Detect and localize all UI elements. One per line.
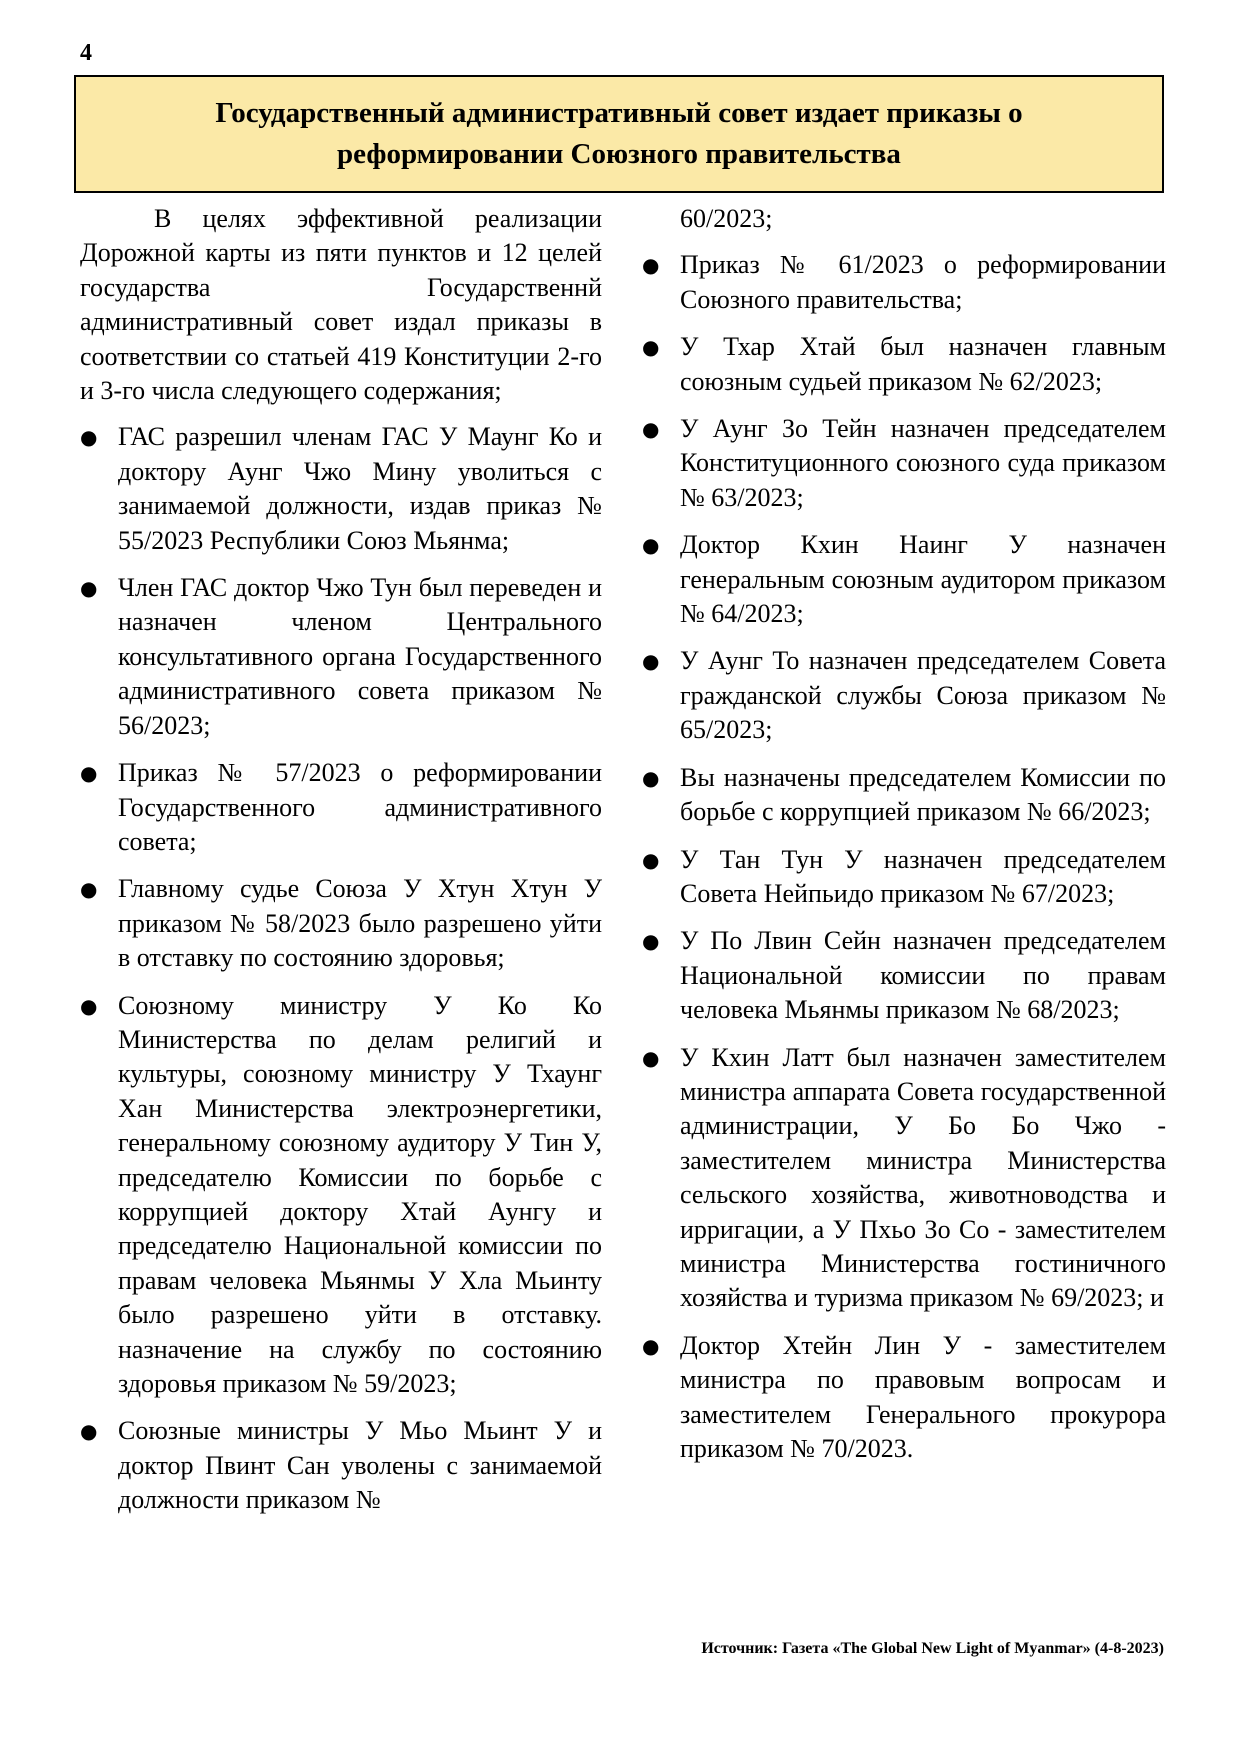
list-item [642,412,1166,515]
list-item-text: Доктор Хтейн Лин У - заместителем министра по правовым вопросам и заместителем Генерального прокурора приказом № 70/2023. [680,1330,1166,1463]
list-item-text: Главному судье Союза У Хтун Хтун У приказом № 58/2023 было разрешено уйти в отставку по состоянию здоровья; [118,874,602,973]
bullet-icon: ● [80,877,98,902]
list-item [80,571,602,743]
list-item-text: Союзному министру У Ко Ко Министерства по делам религий и культуры, союзному министру У Тхаунг Хан Министерства электроэнергетики, генеральному союзному аудитору У Тин У, председателю Комиссии по борьбе с коррупцией доктору Хтай Аунгу и председателю Национальной комиссии по правам человека Мьянмы У Хла Мьинту было разрешено уйти в отставку. назначение на службу по состоянию здоровья приказом № 59/2023; [118,990,602,1398]
list-item-text: ГАС разрешил членам ГАС У Маунг Ко и доктору Аунг Чжо Мину уволиться с занимаемой должности, издав приказ № 55/2023 Республики Союз Мьянма; [118,422,602,555]
bullet-icon: ● [642,649,660,674]
list-item [80,872,602,975]
list-item [642,1041,1166,1316]
list-item-text: Приказ № 57/2023 о реформировании Государственного административного совета; [118,758,602,856]
list-item-text: У Тан Тун У назначен председателем Совета Нейпьидо приказом № 67/2023; [680,844,1166,908]
list-item-text: Член ГАС доктор Чжо Тун был переведен и назначен членом Центрального консультативного органа Государственного административного совета приказом № 56/2023; [118,573,602,740]
list-item-text: У Тхар Хтай был назначен главным союзным судьей приказом № 62/2023; [680,332,1166,396]
left-column [80,202,602,1531]
list-item-text: У Аунг То назначен председателем Совета гражданской службы Союза приказом № 65/2023; [680,646,1166,745]
list-item [642,1329,1166,1467]
list-item-text: Доктор Кхин Наинг У назначен генеральным союзным аудитором приказом № 64/2023; [680,530,1166,629]
page-title: Государственный административный совет издает приказы о реформировании Союзного правительства [215,97,1023,170]
list-item [642,528,1166,631]
bullet-icon: ● [642,335,660,360]
list-item [642,924,1166,1027]
bullet-icon: ● [642,1333,660,1358]
bullet-icon: ● [642,929,660,954]
bullet-icon: ● [80,576,98,601]
continuation-text: 60/2023; [680,204,773,233]
bullet-icon: ● [80,993,98,1018]
source-note: Источник: Газета «The Global New Light of Myanmar» (4-8-2023) [701,1640,1164,1657]
title-box [74,75,1164,193]
list-item [80,420,602,558]
list-item-text: У Аунг Зо Тейн назначен председателем Конституционного союзного суда приказом № 63/2023; [680,414,1166,512]
bullet-icon: ● [642,1045,660,1070]
intro-paragraph: В целях эффективной реализации Дорожной карты из пяти пунктов и 12 целей государства Государственнй административный совет издал приказы в соответствии со статьей 419 Конституции 2-го и 3-го числа следующего содержания; [80,204,602,406]
bullet-icon: ● [80,1419,98,1444]
bullet-icon: ● [642,253,660,278]
list-item-text: Вы назначены председателем Комиссии по борьбе с коррупцией приказом № 66/2023; [680,762,1166,827]
list-item [642,330,1166,399]
bullet-icon: ● [80,425,98,450]
list-item [80,756,602,859]
list-item [642,761,1166,830]
list-item [80,1414,602,1517]
bullet-icon: ● [642,417,660,442]
left-bullet-list [80,420,602,1517]
page-number: 4 [80,40,92,66]
list-item [80,989,602,1402]
list-item [642,644,1166,747]
list-item [642,843,1166,912]
list-item-text: Приказ № 61/2023 о реформировании Союзного правительства; [680,250,1166,314]
right-bullet-list [642,248,1166,1466]
list-item-text: У По Лвин Сейн назначен председателем Национальной комиссии по правам человека Мьянмы приказом № 68/2023; [680,926,1166,1025]
bullet-icon: ● [80,761,98,786]
right-column [642,202,1166,1479]
bullet-icon: ● [642,847,660,872]
bullet-icon: ● [642,765,660,790]
list-item [642,248,1166,317]
list-item-text: У Кхин Латт был назначен заместителем министра аппарата Совета государственной администрации, У Бо Бо Чжо - заместителем министра Министерства сельского хозяйства, животноводства и ирригации, а У Пхьо Зо Со - заместителем министра Министерства гостиничного хозяйства и туризма приказом № 69/2023; и [680,1042,1166,1313]
bullet-icon: ● [642,533,660,558]
list-item-text: Союзные министры У Мьо Мьинт У и доктор Пвинт Сан уволены с занимаемой должности приказом № [118,1416,602,1515]
